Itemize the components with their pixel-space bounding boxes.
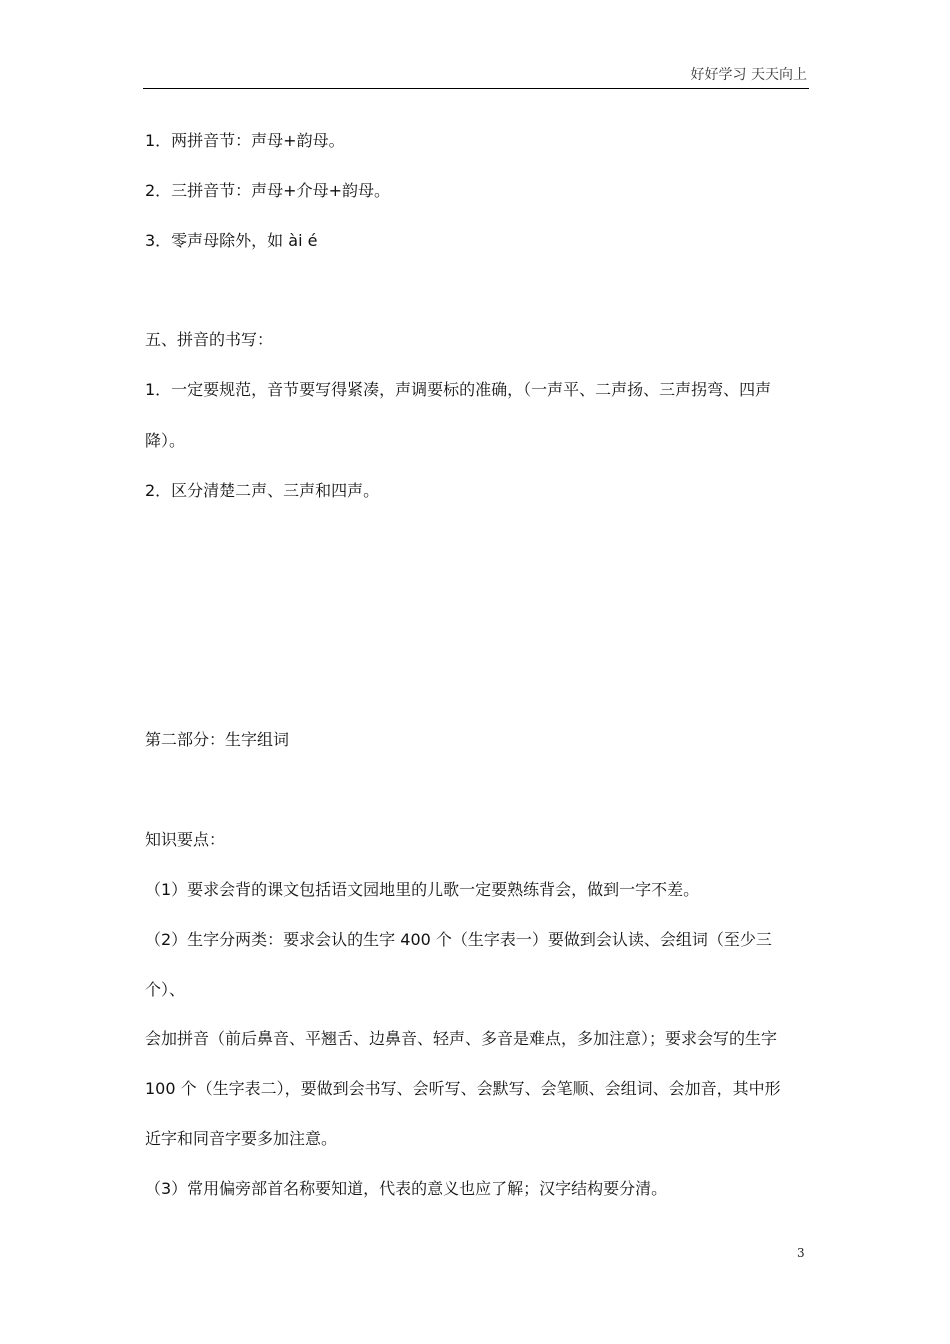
- key-points-label: 知识要点：: [145, 830, 226, 849]
- writing-item-2: 2．区分清楚二声、三声和四声。: [145, 481, 380, 500]
- point-1: （1）要求会背的课文包括语文园地里的儿歌一定要熟练背会，做到一字不差。: [145, 880, 700, 899]
- writing-item-1-line-2: 降）。: [145, 431, 186, 450]
- header-text: 好好学习 天天向上: [690, 67, 807, 83]
- section-title: 五、拼音的书写：: [145, 330, 274, 349]
- rule-item-3: 3．零声母除外，如 ài é: [145, 231, 318, 250]
- header-divider: [143, 88, 809, 89]
- point-2-line-3: 会加拼音（前后鼻音、平翘舌、边鼻音、轻声、多音是难点，多加注意）；要求会写的生字: [145, 1029, 778, 1048]
- point-3: （3）常用偏旁部首名称要知道，代表的意义也应了解；汉字结构要分清。: [145, 1179, 668, 1198]
- point-2-line-5: 近字和同音字要多加注意。: [145, 1129, 338, 1148]
- part-title: 第二部分：生字组词: [145, 730, 290, 749]
- writing-item-1-line-1: 1．一定要规范，音节要写得紧凑，声调要标的准确，（一声平、二声扬、三声拐弯、四声: [145, 380, 772, 399]
- rule-item-2: 2．三拼音节：声母+介母+韵母。: [145, 181, 390, 200]
- rule-item-1: 1．两拼音节：声母+韵母。: [145, 131, 345, 150]
- point-2-line-2: 个）、: [145, 980, 186, 999]
- page-number: 3: [797, 1246, 805, 1260]
- point-2-line-1: （2）生字分两类：要求会认的生字 400 个（生字表一）要做到会认读、会组词（至少三: [145, 930, 772, 949]
- point-2-line-4: 100 个（生字表二），要做到会书写、会听写、会默写、会笔顺、会组词、会加音，其中形: [145, 1079, 781, 1098]
